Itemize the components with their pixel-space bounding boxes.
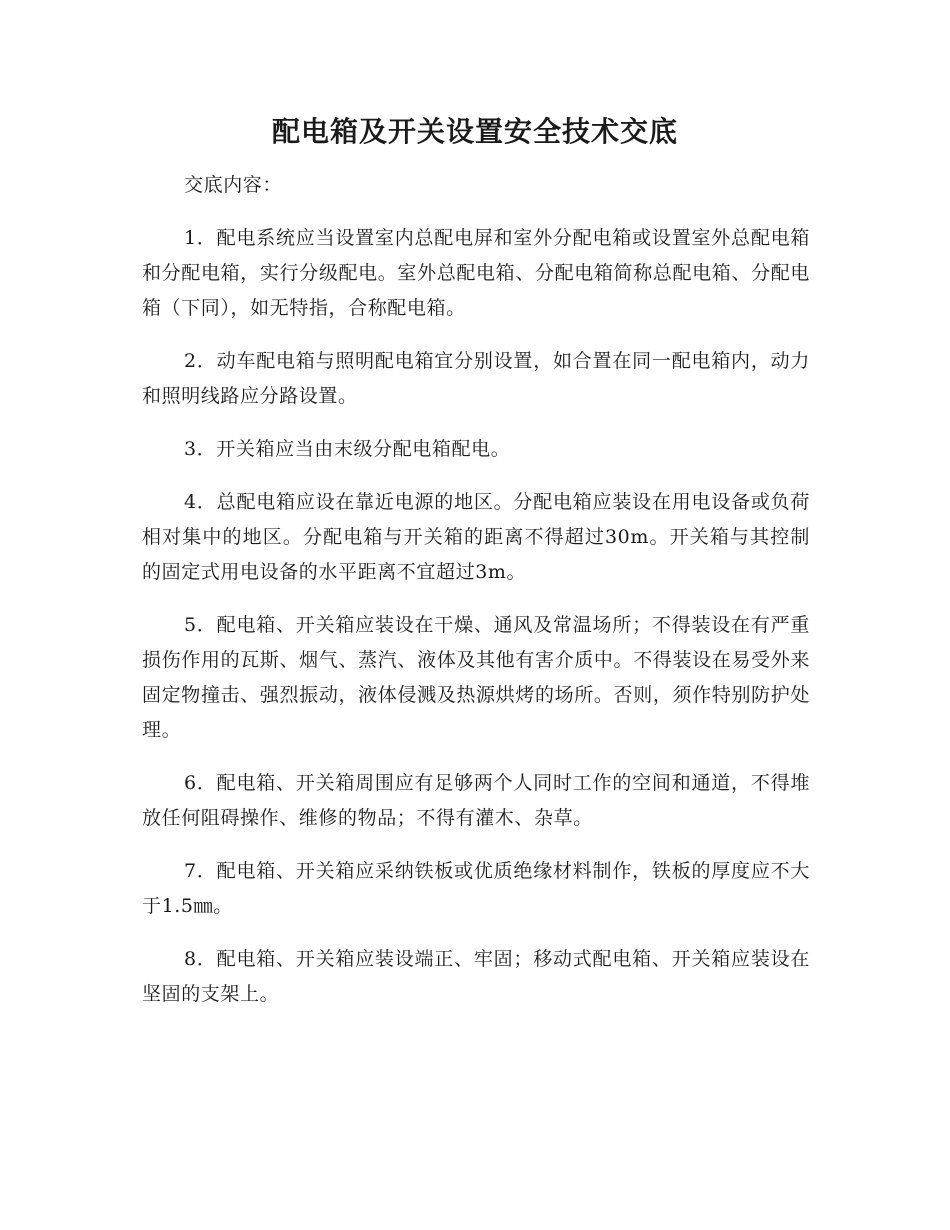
clause-2: 2．动车配电箱与照明配电箱宜分别设置，如合置在同一配电箱内，动力和照明线路应分路设置。 (142, 350, 810, 407)
intro-paragraph: 交底内容： (184, 174, 283, 196)
clause-8: 8．配电箱、开关箱应装设端正、牢固；移动式配电箱、开关箱应装设在坚固的支架上。 (142, 948, 810, 1005)
document-body (142, 168, 810, 1030)
clause-7: 7．配电箱、开关箱应采纳铁板或优质绝缘材料制作，铁板的厚度应不大于1.5㎜。 (142, 860, 810, 917)
clause-4: 4．总配电箱应设在靠近电源的地区。分配电箱应装设在用电设备或负荷相对集中的地区。分配电箱与开关箱的距离不得超过30m。开关箱与其控制的固定式用电设备的水平距离不宜超过3m。 (142, 491, 810, 583)
document-title: 配电箱及开关设置安全技术交底 (271, 115, 678, 148)
clause-1: 1．配电系统应当设置室内总配电屏和室外分配电箱或设置室外总配电箱和分配电箱，实行分级配电。室外总配电箱、分配电箱简称总配电箱、分配电箱（下同），如无特指，合称配电箱。 (142, 227, 810, 319)
clause-6: 6．配电箱、开关箱周围应有足够两个人同时工作的空间和通道，不得堆放任何阻碍操作、维修的物品；不得有灌木、杂草。 (142, 772, 810, 829)
clause-5: 5．配电箱、开关箱应装设在干燥、通风及常温场所；不得装设在有严重损伤作用的瓦斯、烟气、蒸汽、液体及其他有害介质中。不得装设在易受外来固定物撞击、强烈振动，液体侵溅及热源烘烤的场所。否则，须作特别防护处理。 (142, 614, 810, 741)
clause-3: 3．开关箱应当由末级分配电箱配电。 (184, 438, 511, 460)
